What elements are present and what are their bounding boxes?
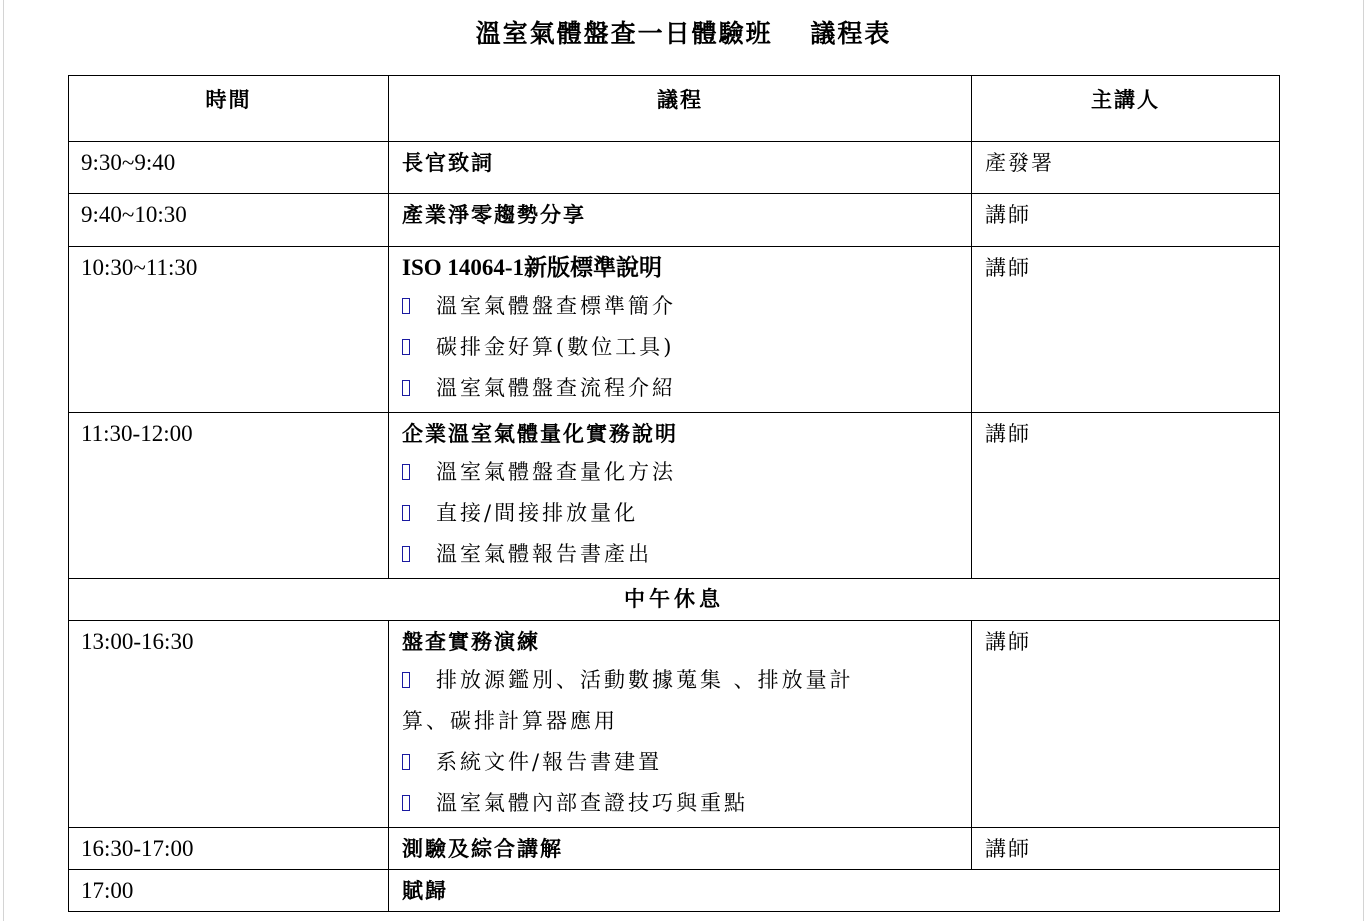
agenda-heading: ISO 14064-1新版標準說明 [402, 255, 663, 280]
row-speaker: 講師 [972, 194, 1280, 247]
agenda-item: 溫室氣體報告書產出 [402, 534, 971, 575]
row-agenda [389, 828, 972, 870]
row-time: 9:40~10:30 [69, 194, 389, 247]
table-row [69, 247, 1280, 413]
agenda-heading: 企業溫室氣體量化實務說明 [402, 421, 678, 446]
table-row [69, 828, 1280, 870]
row-time: 11:30-12:00 [69, 413, 389, 579]
header-agenda: 議程 [389, 76, 972, 142]
agenda-heading: 盤查實務演練 [402, 629, 540, 654]
row-agenda [389, 247, 972, 413]
bullet-icon [402, 672, 410, 688]
agenda-heading: 產業淨零趨勢分享 [402, 202, 586, 227]
agenda-item: 系統文件/報告書建置 [402, 742, 971, 783]
lunch-break-row [69, 579, 1280, 621]
page-border-left [3, 0, 4, 921]
bullet-icon [402, 505, 410, 521]
row-time: 17:00 [69, 870, 389, 912]
agenda-heading: 賦歸 [402, 878, 448, 903]
agenda-heading: 測驗及綜合講解 [402, 836, 563, 861]
agenda-item: 溫室氣體盤查量化方法 [402, 452, 971, 493]
row-agenda [389, 621, 972, 828]
agenda-item: 直接/間接排放量化 [402, 493, 971, 534]
row-agenda [389, 142, 972, 194]
table-row [69, 870, 1280, 912]
agenda-table [68, 75, 1280, 912]
row-agenda [389, 194, 972, 247]
table-row [69, 142, 1280, 194]
bullet-icon [402, 754, 410, 770]
row-speaker: 講師 [972, 621, 1280, 828]
bullet-icon [402, 380, 410, 396]
agenda-item: 溫室氣體盤查標準簡介 [402, 286, 971, 327]
header-speaker: 主講人 [972, 76, 1280, 142]
agenda-item: 溫室氣體盤查流程介紹 [402, 368, 971, 409]
agenda-item: 碳排金好算(數位工具) [402, 327, 971, 368]
row-time: 13:00-16:30 [69, 621, 389, 828]
agenda-item: 排放源鑑別、活動數據蒐集 、排放量計 [402, 660, 971, 701]
lunch-break: 中午休息 [69, 579, 1280, 621]
bullet-icon [402, 795, 410, 811]
row-speaker: 產發署 [972, 142, 1280, 194]
table-row [69, 413, 1280, 579]
bullet-icon [402, 464, 410, 480]
bullet-icon [402, 298, 410, 314]
row-speaker: 講師 [972, 247, 1280, 413]
table-row [69, 194, 1280, 247]
row-time: 10:30~11:30 [69, 247, 389, 413]
agenda-heading: 長官致詞 [402, 150, 494, 175]
row-speaker: 講師 [972, 413, 1280, 579]
page-border-right [1363, 0, 1364, 921]
row-speaker: 講師 [972, 828, 1280, 870]
bullet-icon [402, 339, 410, 355]
row-time: 16:30-17:00 [69, 828, 389, 870]
header-time: 時間 [69, 76, 389, 142]
row-agenda [389, 870, 1280, 912]
row-time: 9:30~9:40 [69, 142, 389, 194]
table-header-row [69, 76, 1280, 142]
agenda-item-continuation: 算、碳排計算器應用 [402, 709, 618, 733]
bullet-icon [402, 546, 410, 562]
document-title: 溫室氣體盤查一日體驗班 議程表 [475, 19, 892, 48]
row-agenda [389, 413, 972, 579]
agenda-item: 溫室氣體內部查證技巧與重點 [402, 783, 971, 824]
table-row [69, 621, 1280, 828]
